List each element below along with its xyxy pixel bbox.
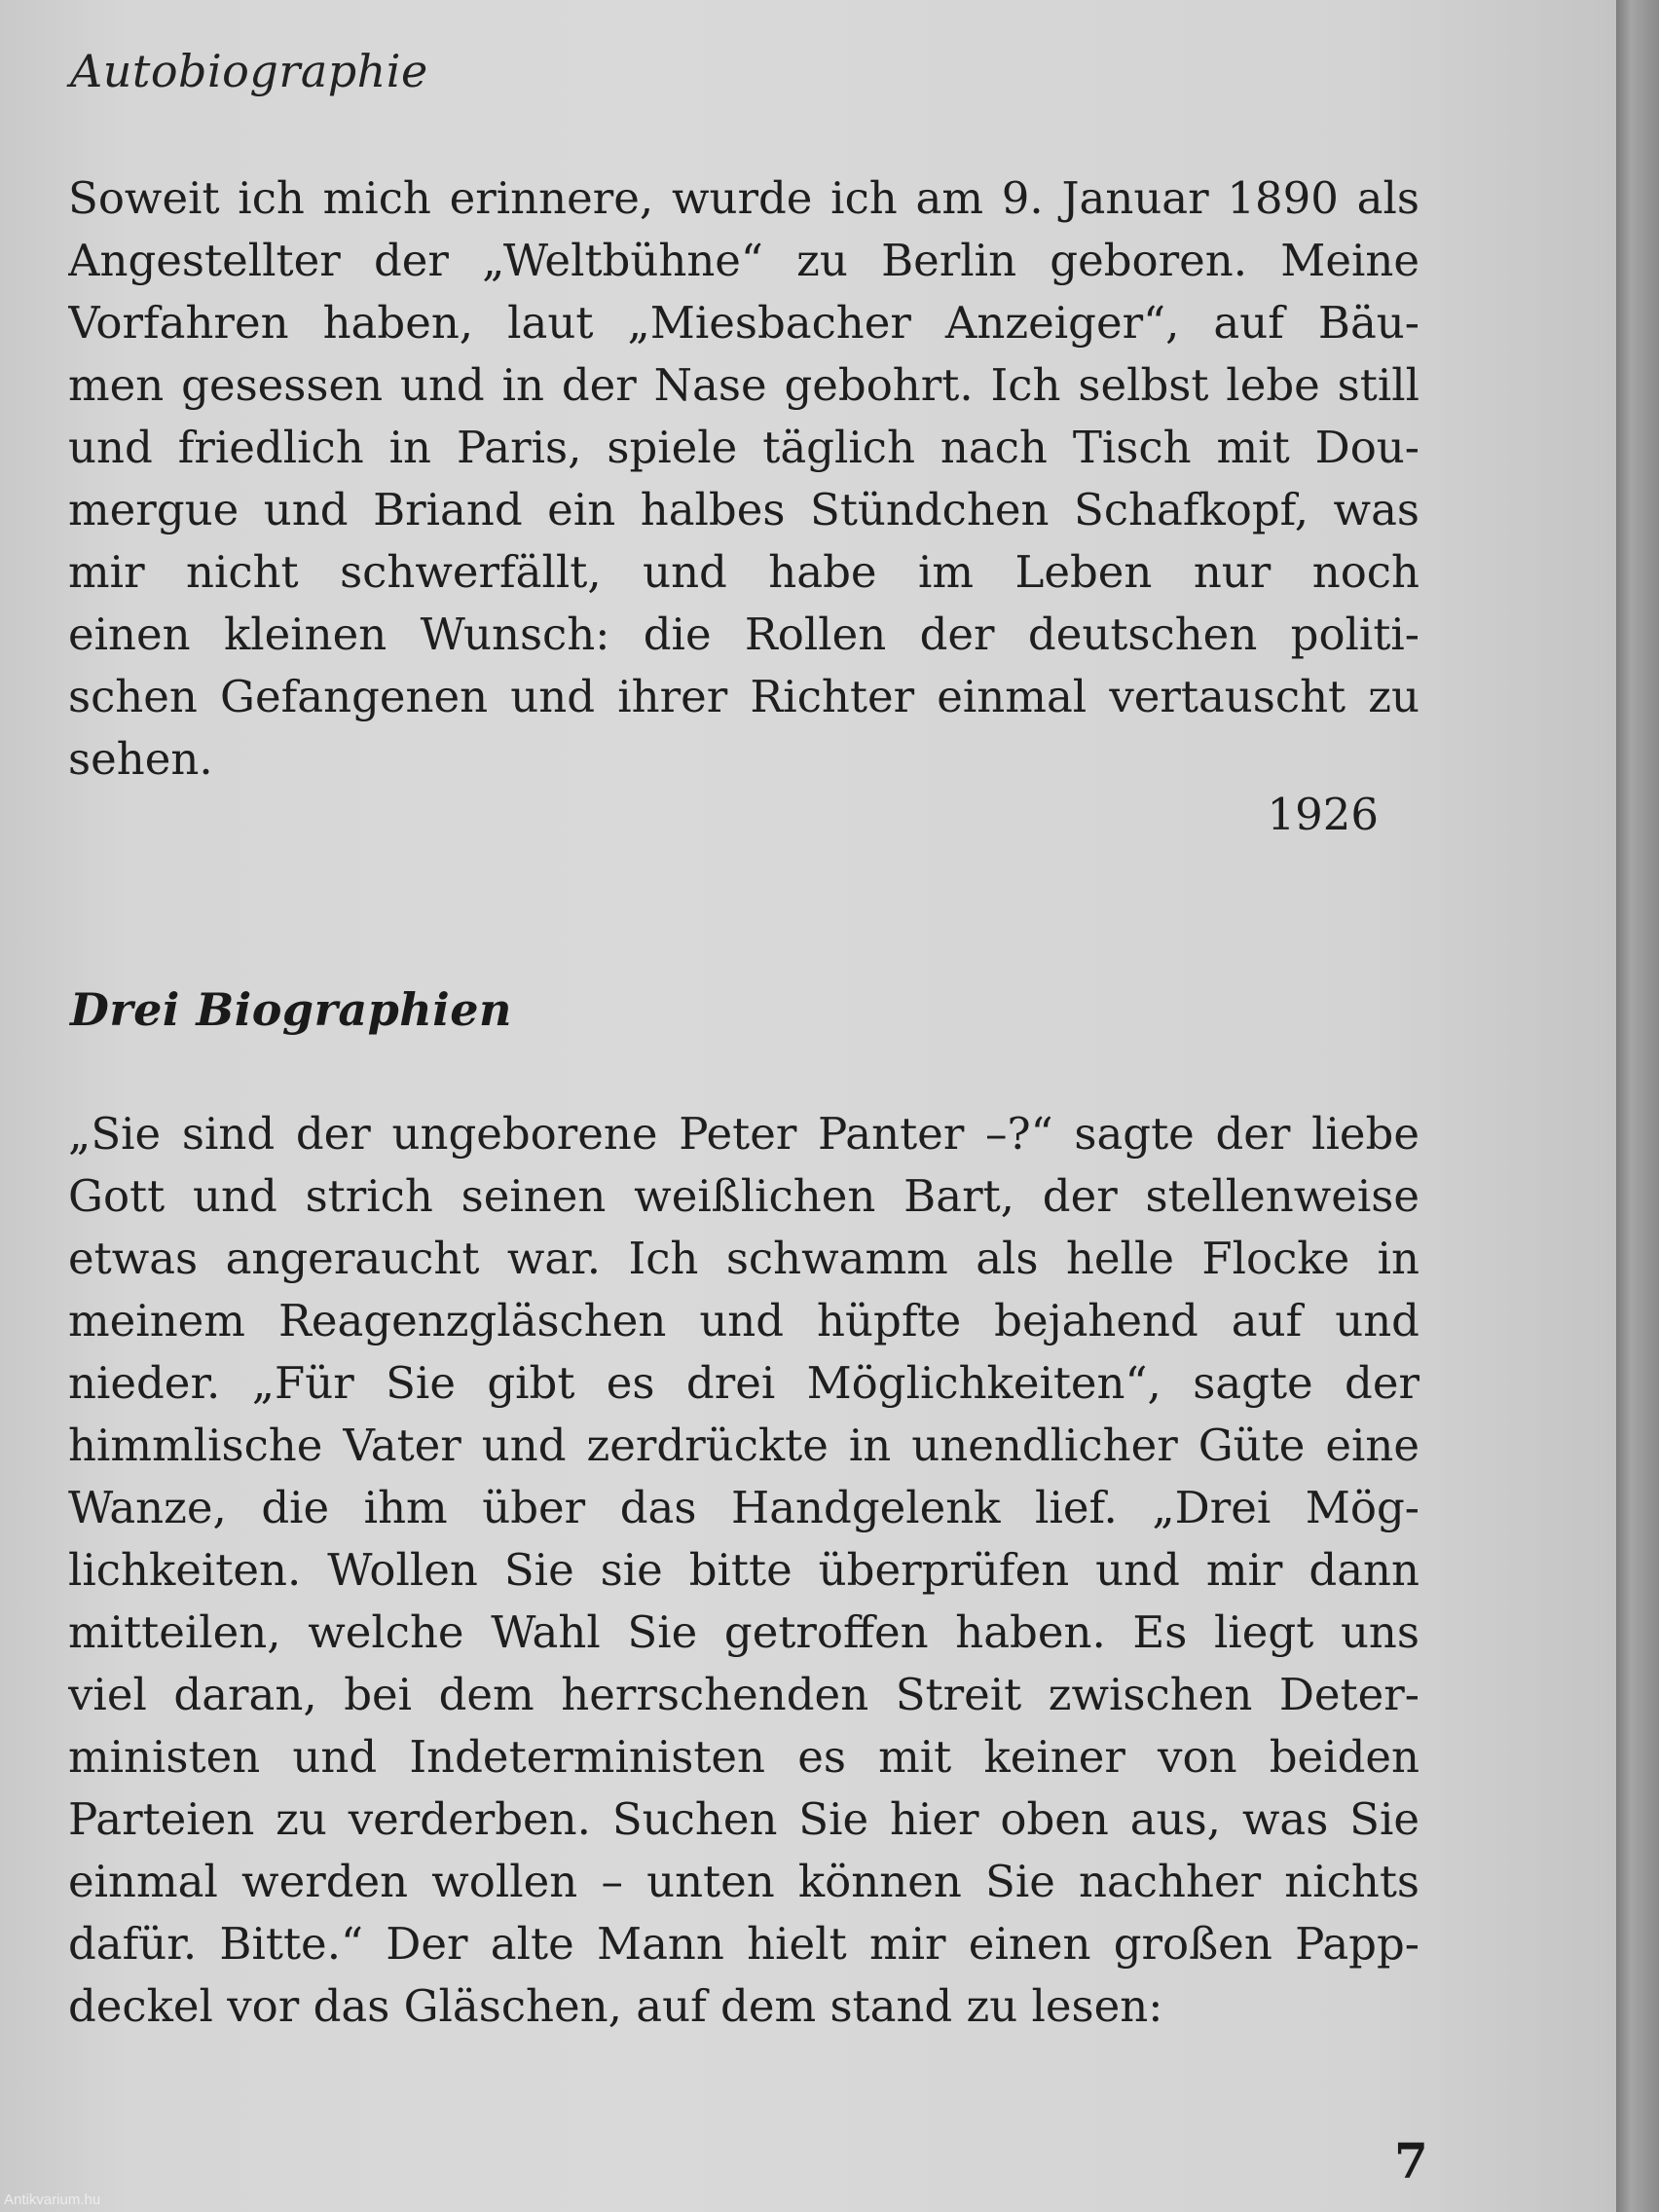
text-line: men gesessen und in der Nase gebohrt. Ich selbst lebe still [68, 359, 1419, 411]
text-line: etwas angeraucht war. Ich schwamm als helle Flocke in [68, 1233, 1419, 1284]
text-line: und friedlich in Paris, spiele täglich nach Tisch mit Dou- [68, 422, 1419, 473]
paragraph-autobiographie [68, 167, 1419, 791]
text-line: meinem Reagenzgläschen und hüpfte bejahend auf und [68, 1295, 1419, 1346]
text-line: einen kleinen Wunsch: die Rollen der deutschen politi- [68, 608, 1419, 660]
text-line: Vorfahren haben, laut „Miesbacher Anzeiger“, auf Bäu- [68, 297, 1419, 349]
page-edge [1616, 0, 1659, 2212]
text-line: himmlische Vater und zerdrückte in unendlicher Güte eine [68, 1419, 1419, 1471]
paragraph-drei-biographien [68, 1103, 1419, 2038]
text-line: schen Gefangenen und ihrer Richter einmal vertauscht zu [68, 671, 1419, 722]
section-title-autobiographie: Autobiographie [70, 45, 428, 97]
text-line: mergue und Briand ein halbes Stündchen Schafkopf, was [68, 484, 1419, 535]
text-line: dafür. Bitte.“ Der alte Mann hielt mir einen großen Papp- [68, 1918, 1419, 1970]
text-line: Gott und strich seinen weißlichen Bart, der stellenweise [68, 1170, 1419, 1222]
text-line: lichkeiten. Wollen Sie sie bitte überprüfen und mir dann [68, 1544, 1419, 1596]
text-line: viel daran, bei dem herrschenden Streit zwischen Deter- [68, 1669, 1419, 1720]
text-line: einmal werden wollen – unten können Sie nachher nichts [68, 1856, 1419, 1907]
text-line: deckel vor das Gläschen, auf dem stand zu lesen: [68, 1980, 1163, 2032]
year-label: 1926 [1267, 789, 1379, 840]
text-line: mir nicht schwerfällt, und habe im Leben nur noch [68, 546, 1419, 598]
text-line: Parteien zu verderben. Suchen Sie hier oben aus, was Sie [68, 1793, 1419, 1845]
page-number: 7 [1394, 2132, 1428, 2190]
watermark: Antikvarium.hu [4, 2192, 101, 2208]
text-line: nieder. „Für Sie gibt es drei Möglichkeiten“, sagte der [68, 1357, 1419, 1409]
text-line: ministen und Indeterministen es mit keiner von beiden [68, 1731, 1419, 1783]
text-line: Soweit ich mich erinnere, wurde ich am 9. Januar 1890 als [68, 172, 1419, 224]
text-line: Wanze, die ihm über das Handgelenk lief. „Drei Mög- [68, 1482, 1419, 1533]
text-line: Angestellter der „Weltbühne“ zu Berlin geboren. Meine [68, 235, 1419, 286]
text-line: sehen. [68, 733, 213, 785]
text-line: „Sie sind der ungeborene Peter Panter –?“ sagte der liebe [68, 1108, 1419, 1160]
text-line: mitteilen, welche Wahl Sie getroffen haben. Es liegt uns [68, 1606, 1419, 1658]
section-title-drei-biographien: Drei Biographien [70, 983, 512, 1036]
